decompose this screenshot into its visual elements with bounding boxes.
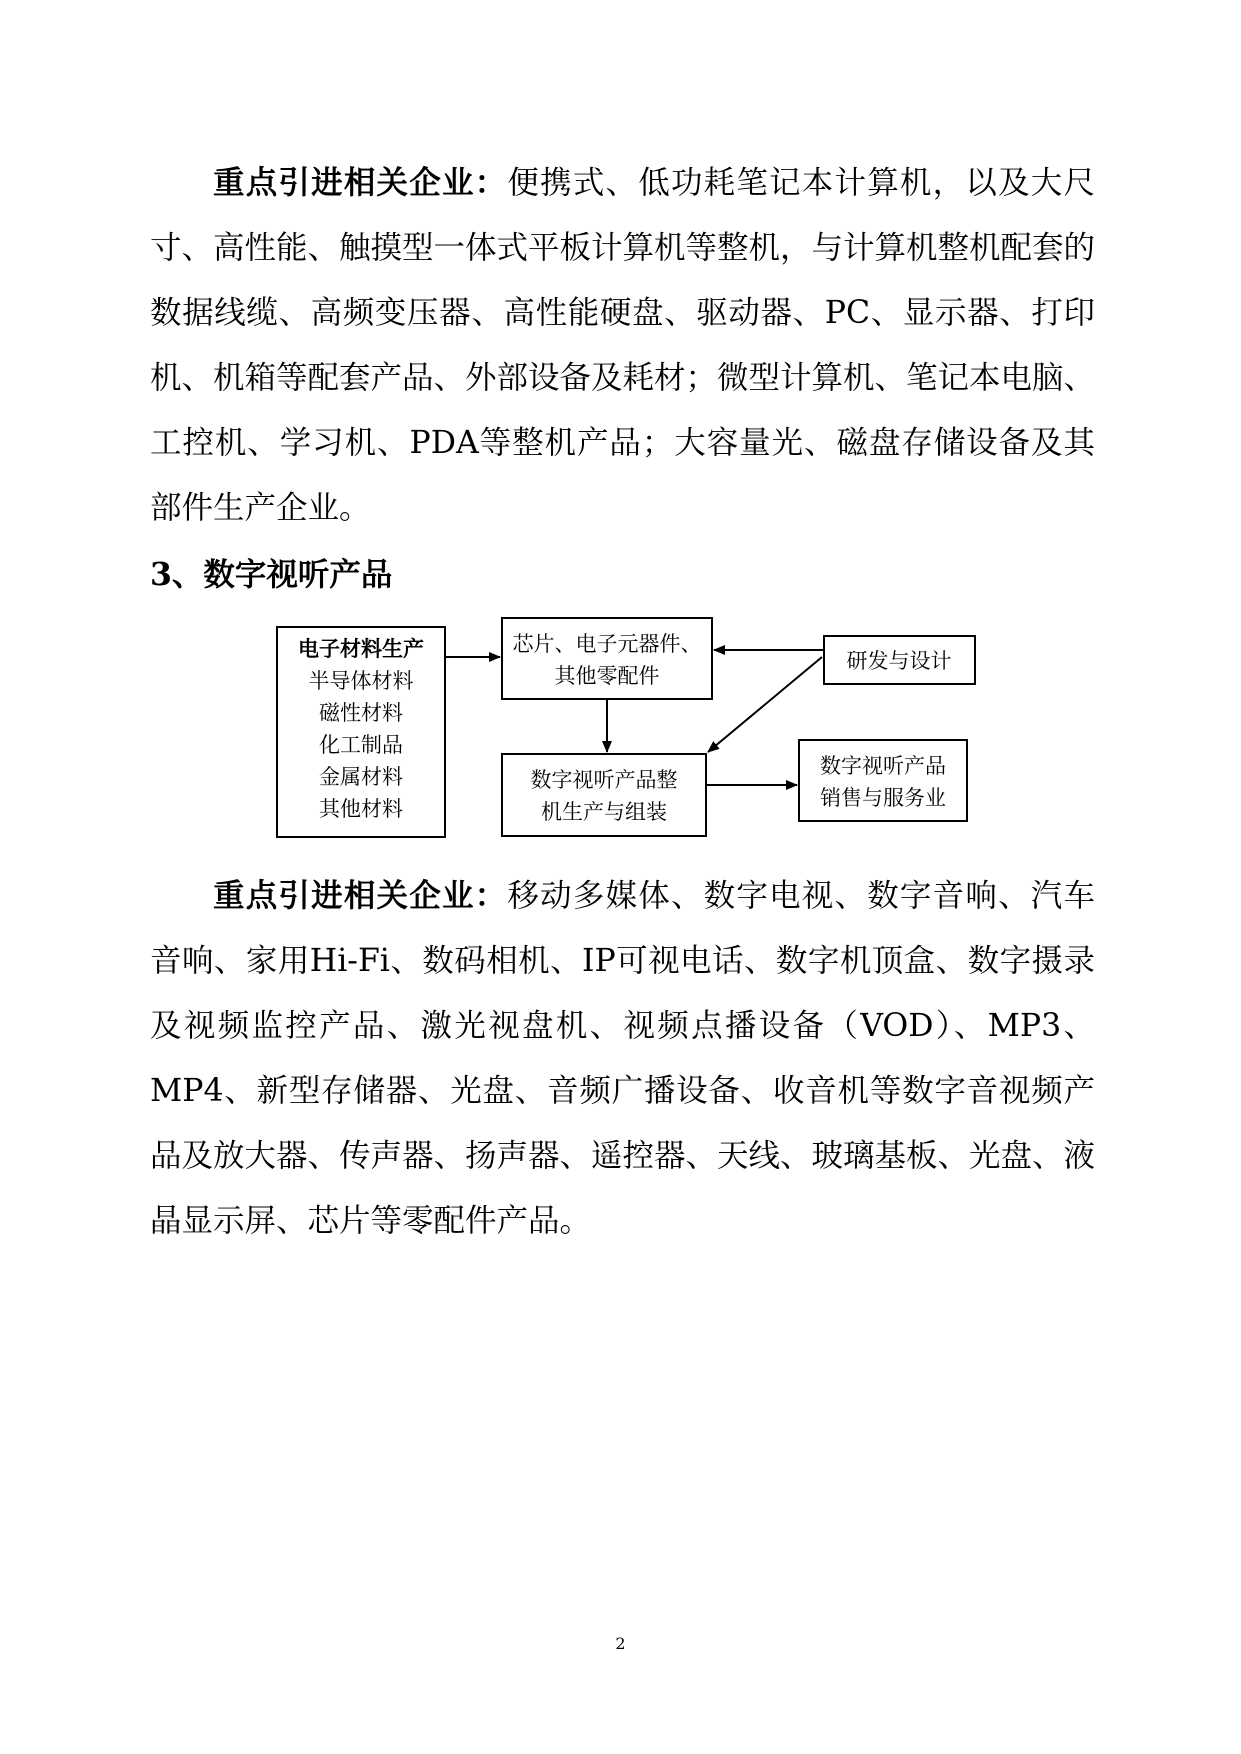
materials-title: 电子材料生产 (298, 637, 424, 661)
arrow-rnd-to-assembly (708, 657, 822, 752)
sales-line2: 销售与服务业 (820, 786, 946, 810)
components-box (502, 618, 712, 699)
sales-line1: 数字视听产品 (820, 754, 946, 778)
assembly-box (502, 754, 706, 836)
paragraph-digital-av-products (150, 863, 1095, 1254)
components-line1: 芯片、电子元器件、 (512, 632, 702, 656)
section-heading: 3、数字视听产品 (150, 556, 393, 593)
paragraph-body: 便携式、低功耗笔记本计算机，以及大尺寸、高性能、触摸型一体式平板计算机等整机，与计算机整机配套的数据线缆、高频变压器、高性能硬盘、驱动器、PC、显示器、打印机、机箱等配套产品、外部设备及耗材；微型计算机、笔记本电脑、工控机、学习机、PDA等整机产品；大容量光、磁盘存储设备及其部件生产企业。 (150, 165, 1096, 526)
assembly-line2: 机生产与组装 (541, 800, 667, 824)
paragraph-lead: 重点引进相关企业： (213, 164, 508, 201)
assembly-line1: 数字视听产品整 (530, 768, 678, 792)
page-number: 2 (615, 1634, 626, 1653)
paragraph-lead: 重点引进相关企业： (213, 877, 508, 914)
components-line2: 其他零配件 (554, 664, 660, 688)
materials-item: 半导体材料 (308, 669, 414, 693)
materials-item: 金属材料 (319, 765, 403, 789)
rnd-box (824, 636, 975, 684)
materials-item: 其他材料 (319, 797, 403, 821)
materials-box (277, 627, 445, 837)
paragraph-body: 移动多媒体、数字电视、数字音响、汽车音响、家用Hi-Fi、数码相机、IP可视电话、数字机顶盒、数字摄录及视频监控产品、激光视盘机、视频点播设备（VOD）、MP3、MP4、新型存储器、光盘、音频广播设备、收音机等数字音视频产品及放大器、传声器、扬声器、遥控器、天线、玻璃基板、光盘、液晶显示屏、芯片等零配件产品。 (150, 878, 1096, 1239)
rnd-label: 研发与设计 (846, 649, 952, 673)
industry-chain-diagram (0, 0, 1241, 870)
materials-item: 化工制品 (319, 733, 403, 757)
sales-box (799, 740, 967, 821)
materials-item: 磁性材料 (319, 701, 403, 725)
